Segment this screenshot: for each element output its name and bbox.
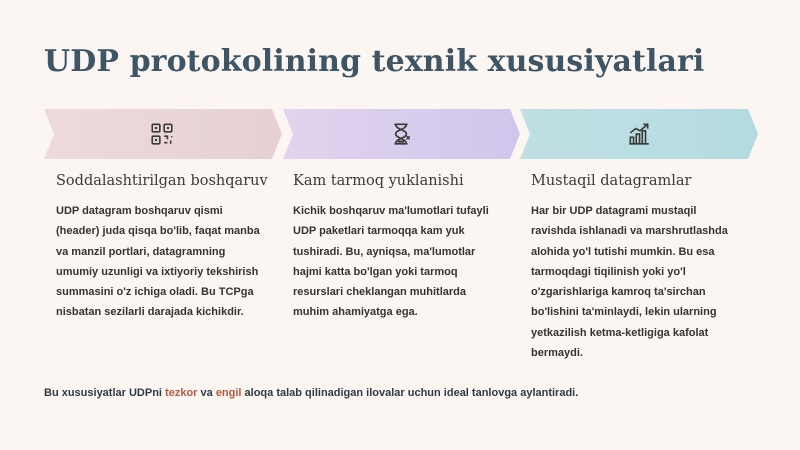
feature-heading: Mustaqil datagramlar	[531, 173, 692, 189]
feature-heading: Soddalashtirilgan boshqaruv	[56, 173, 268, 189]
feature-column-3	[531, 173, 743, 363]
summary-part: Bu xususiyatlar UDPni	[44, 387, 166, 399]
summary-text	[44, 387, 578, 399]
hourglass-icon	[388, 121, 414, 147]
highlight-light: engil	[215, 387, 242, 399]
feature-text: Har bir UDP datagrami mustaqil ravishda ishlanadi va marshrutlashda alohida yo'l tutishi mumkin. Bu esa tarmoqdagi tiqilinish yoki yo'l o'zgarishlariga kamroq ta'sirchan bo'lishini ta'minlaydi, lekin ularning yetkazilish ketma-ketligiga kafolat bermaydi.	[531, 205, 728, 360]
summary-part: aloqa talab qilinadigan ilovalar uchun ideal tanlovga aylantiradi.	[241, 387, 579, 399]
feature-text: Kichik boshqaruv ma'lumotlari tufayli UDP paketlari tarmoqqa kam yuk tushiradi. Bu, ayniqsa, ma'lumotlar hajmi katta bo'lgan yoki tarmoq resurslari cheklangan muhitlarda muhim ahamiyatga ega.	[293, 205, 489, 319]
highlight-fast: tezkor	[165, 387, 198, 399]
growth-chart-icon	[626, 121, 652, 147]
qr-code-icon	[149, 121, 175, 147]
feature-heading: Kam tarmoq yuklanishi	[293, 173, 464, 189]
summary-part: va	[197, 387, 216, 399]
feature-column-2	[293, 173, 505, 323]
feature-text: UDP datagram boshqaruv qismi (header) juda qisqa bo'lib, faqat manba va manzil portlari, datagramning umumiy uzunligi va ixtiyoriy tekshirish summasini o'z ichiga oladi. Bu TCPga nisbatan sezilarli darajada kichikdir.	[56, 205, 260, 319]
feature-column-1	[56, 173, 268, 323]
page-title: UDP protokolining texnik xususiyatlari	[44, 44, 705, 79]
